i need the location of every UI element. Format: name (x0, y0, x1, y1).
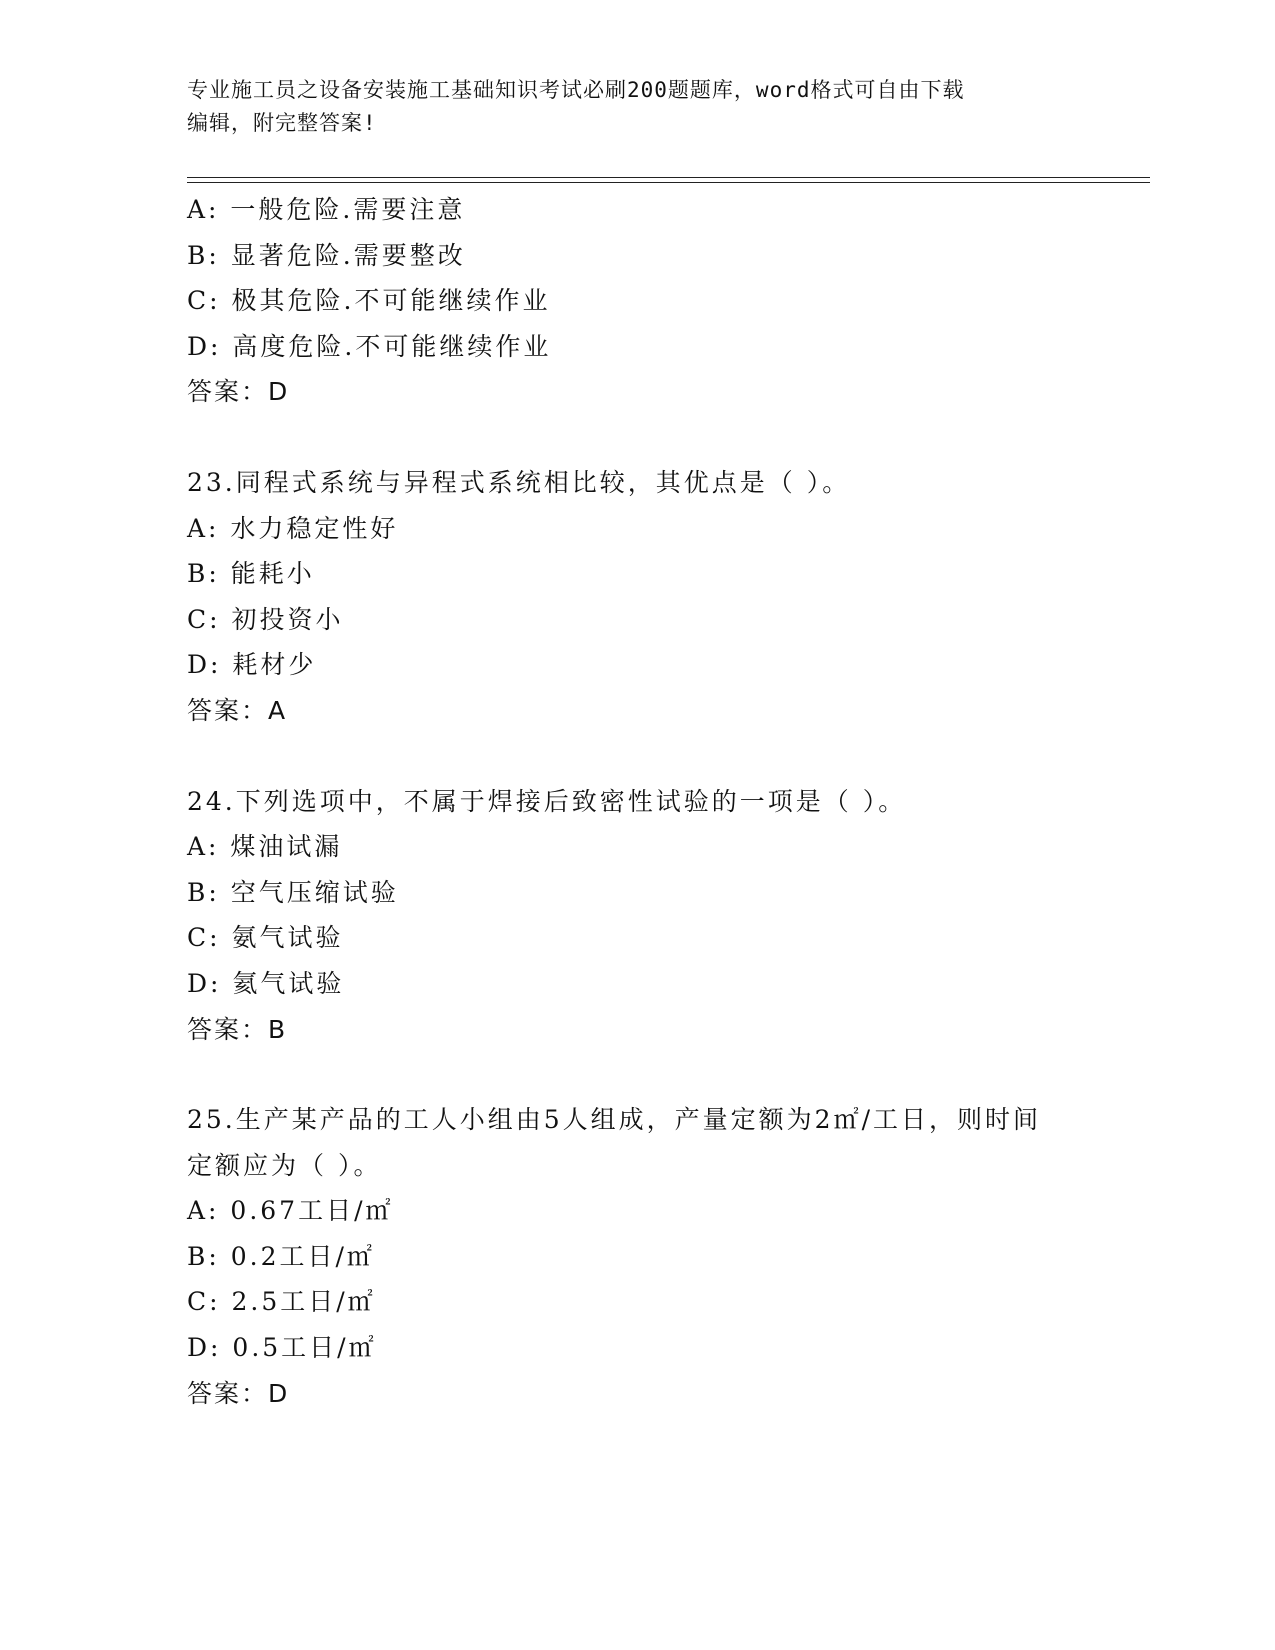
option-c: C: 氨气试验 (187, 923, 344, 953)
option-c: C: 极其危险.不可能继续作业 (187, 286, 551, 316)
option-c: C: 2.5工日/㎡ (187, 1287, 376, 1317)
answer-line: 答案：D (187, 377, 290, 407)
answer-line: 答案：B (187, 1014, 288, 1044)
header-title-line-2: 编辑，附完整答案! (187, 111, 377, 135)
option-a: A: 一般危险.需要注意 (187, 195, 466, 224)
question-block-23 (187, 460, 1147, 734)
option-d: D: 高度危险.不可能继续作业 (187, 331, 552, 361)
block-spacer (187, 734, 1147, 779)
option-b: B: 0.2工日/㎡ (187, 1241, 375, 1271)
option-d: D: 氦气试验 (187, 968, 345, 998)
option-c: C: 初投资小 (187, 604, 344, 634)
header-title-line-1: 专业施工员之设备安装施工基础知识考试必刷200题题库，word格式可自由下载 (187, 78, 965, 102)
answer-line: 答案：A (187, 695, 288, 725)
question-block-25 (187, 1097, 1147, 1416)
question-text: 24.下列选项中，不属于焊接后致密性试验的一项是（ ）。 (187, 786, 907, 816)
header-divider-top (187, 177, 1150, 178)
document-header (187, 74, 1087, 140)
option-b: B: 能耗小 (187, 559, 315, 589)
block-spacer (187, 1052, 1147, 1097)
question-text-line-2: 定额应为（ ）。 (187, 1150, 382, 1180)
option-b: B: 空气压缩试验 (187, 877, 399, 907)
question-block-24 (187, 779, 1147, 1053)
question-block-22 (187, 187, 1147, 415)
block-spacer (187, 415, 1147, 460)
answer-line: 答案：D (187, 1378, 290, 1408)
option-d: D: 耗材少 (187, 650, 317, 680)
header-divider-bottom (187, 182, 1150, 183)
option-a: A: 0.67工日/㎡ (187, 1196, 394, 1226)
option-a: A: 煤油试漏 (187, 832, 343, 862)
question-list (187, 187, 1147, 1416)
question-text: 23.同程式系统与异程式系统相比较，其优点是（ ）。 (187, 467, 851, 497)
question-text-line-1: 25.生产某产品的工人小组由5人组成，产量定额为2㎡/工日，则时间 (187, 1105, 1041, 1135)
option-a: A: 水力稳定性好 (187, 513, 399, 543)
option-b: B: 显著危险.需要整改 (187, 240, 466, 270)
option-d: D: 0.5工日/㎡ (187, 1333, 377, 1363)
